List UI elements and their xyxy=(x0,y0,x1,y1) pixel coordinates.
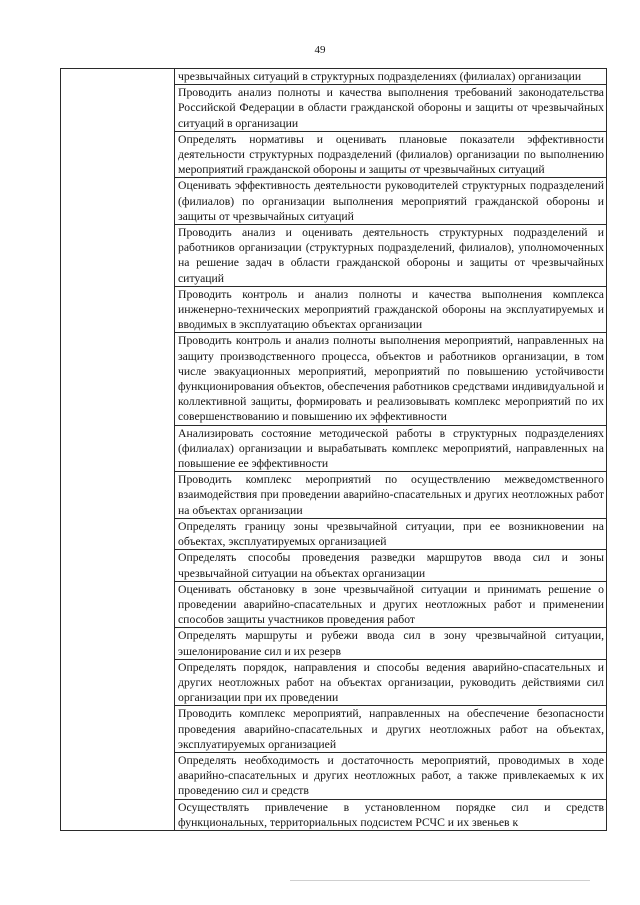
table-cell: Определять порядок, направления и способы ведения аварийно-спасательных и других неотложных работ на объектах организации, руководить действиями сил организации при их проведении xyxy=(175,659,607,706)
table-cell: Осуществлять привлечение в установленном порядке сил и средств функциональных, территориальных подсистем РСЧС и их звеньев к xyxy=(175,799,607,830)
table-cell: Оценивать обстановку в зоне чрезвычайной ситуации и принимать решение о проведении аварийно-спасательных и других неотложных работ и применении способов защиты участников проведения работ xyxy=(175,581,607,628)
table-cell: Проводить комплекс мероприятий, направленных на обеспечение безопасности проведения аварийно-спасательных и других неотложных работ на объектах, эксплуатируемых организацией xyxy=(175,706,607,753)
table-cell: Проводить контроль и анализ полноты выполнения мероприятий, направленных на защиту производственного процесса, объектов и работников организации, в том числе эвакуационных мероприятий, мероприятий по повышению устойчивости функционирования объектов, обеспечения работников средствами индивидуальной и коллективной защиты, формировать и реализовывать комплекс мероприятий по их совершенствованию и повышению их эффективности xyxy=(175,333,607,425)
table-cell: Проводить анализ полноты и качества выполнения требований законодательства Российской Федерации в области гражданской обороны и защиты от чрезвычайных ситуаций в организации xyxy=(175,85,607,132)
left-column-empty-cell xyxy=(61,69,175,831)
table-cell: Оценивать эффективность деятельности руководителей структурных подразделений (филиалов) по организации выполнения мероприятий гражданской обороны и защиты от чрезвычайных ситуаций xyxy=(175,178,607,225)
scan-bottom-edge xyxy=(290,880,590,881)
skills-table xyxy=(60,68,607,831)
table-cell: Определять границу зоны чрезвычайной ситуации, при ее возникновении на объектах, эксплуатируемых организацией xyxy=(175,518,607,549)
table-cell: Определять нормативы и оценивать плановые показатели эффективности деятельности структурных подразделений (филиалов) организации по выполнению мероприятий гражданской обороны и защиты от чрезвычайных ситуаций xyxy=(175,131,607,178)
table-cell: Проводить контроль и анализ полноты и качества выполнения комплекса инженерно-технических мероприятий гражданской обороны на эксплуатируемых и вводимых в эксплуатацию объектах организации xyxy=(175,286,607,333)
table-cell: чрезвычайных ситуаций в структурных подразделениях (филиалах) организации xyxy=(175,69,607,85)
table-cell: Определять способы проведения разведки маршрутов ввода сил и зоны чрезвычайной ситуации на объектах организации xyxy=(175,550,607,581)
table-cell: Проводить анализ и оценивать деятельность структурных подразделений и работников организации (структурных подразделений, филиалов), уполномоченных на решение задач в области гражданской обороны и защиты от чрезвычайных ситуаций xyxy=(175,225,607,287)
table-cell: Определять маршруты и рубежи ввода сил в зону чрезвычайной ситуации, эшелонирование сил и их резерв xyxy=(175,628,607,659)
page-number: 49 xyxy=(314,44,326,56)
table-cell: Проводить комплекс мероприятий по осуществлению межведомственного взаимодействия при проведении аварийно-спасательных и других неотложных работ на объектах организации xyxy=(175,472,607,519)
table-cell: Определять необходимость и достаточность мероприятий, проводимых в ходе аварийно-спасательных и других неотложных работ, а также привлекаемых к их проведению сил и средств xyxy=(175,752,607,799)
table-cell: Анализировать состояние методической работы в структурных подразделениях (филиалах) организации и вырабатывать комплекс мероприятий, направленных на повышение ее эффективности xyxy=(175,425,607,472)
table-row xyxy=(61,69,607,85)
